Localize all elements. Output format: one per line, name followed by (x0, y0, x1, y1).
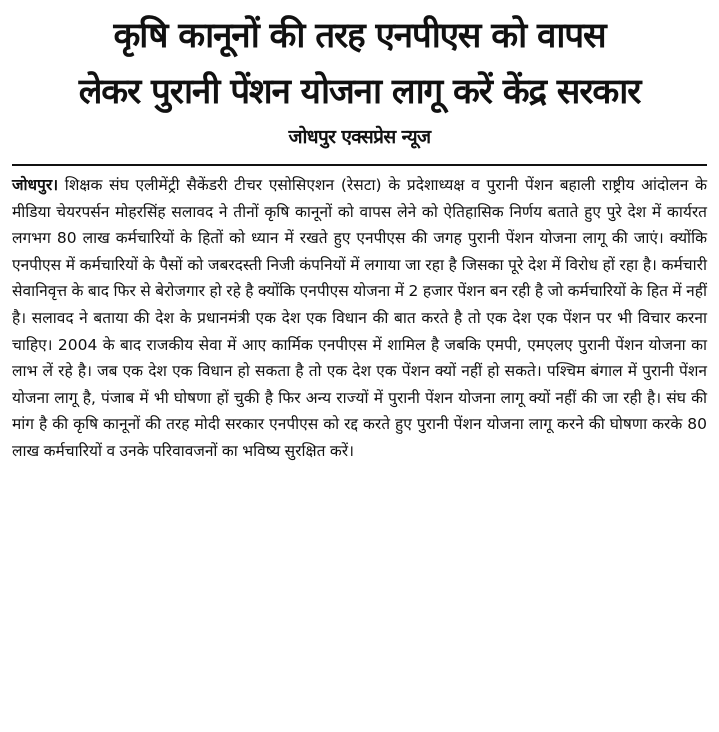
divider-rule (12, 164, 707, 166)
article-body-text: शिक्षक संघ एलीमेंट्री सैकेंडरी टीचर एसोसिएशन (रेसटा) के प्रदेशाध्यक्ष व पुरानी पेंशन बहाली राष्ट्रीय आंदोलन के मीडिया चेयरपर्सन मोहरसिंह सलावद ने तीनों कृषि कानूनों को वापस लेने को ऐतिहासिक निर्णय बताते हुए पुरे देश में कार्यरत लगभग 80 लाख कर्मचारियों के हितों को ध्यान में रखते हुए एनपीएस की जगह पुरानी पेंशन योजना लागू की जाएं। क्योंकि एनपीएस में कर्मचारियों के पैसों को जबरदस्ती निजी कंपनियों में लगाया जा रहा है जिसका पूरे देश में विरोध हों रहा है। कर्मचारी सेवानिवृत्त के बाद फिर से बेरोजगार हो रहे है क्योंकि एनपीएस योजना में 2 हजार पेंशन बन रही है जो कर्मचारियों के हित में नहीं है। सलावद ने बताया की देश के प्रधानमंत्री एक देश एक विधान की बात करते है तो एक देश एक पेंशन पर भी विचार करना चाहिए। 2004 के बाद राजकीय सेवा में आए कार्मिक एनपीएस में शामिल है जबकि एमपी, एमएलए पुरानी पेंशन योजना का लाभ लें रहे है। जब एक देश एक विधान हो सकता है तो एक देश एक पेंशन क्यों नहीं हो सकते। पश्चिम बंगाल में पुरानी पेंशन योजना लागू है, पंजाब में भी घोषणा हों चुकी है फिर अन्य राज्यों में पुरानी पेंशन योजना लागू क्यों नहीं की जा रही है। संघ की मांग है की कृषि कानूनों की तरह मोदी सरकार एनपीएस को रद्द करते हुए पुरानी पेंशन योजना लागू करने की घोषणा करके 80 लाख कर्मचारियों व उनके परिवावजनों का भविष्य सुरक्षित करें। (12, 176, 707, 460)
byline: जोधपुर एक्सप्रेस न्यूज (288, 126, 431, 148)
headline-line-1: कृषि कानूनों की तरह एनपीएस को वापस (113, 16, 606, 56)
dateline: जोधपुर। (12, 176, 59, 194)
headline-line-2: लेकर पुरानी पेंशन योजना लागू करें केंद्र सरकार (78, 72, 641, 112)
article-body (12, 172, 707, 465)
